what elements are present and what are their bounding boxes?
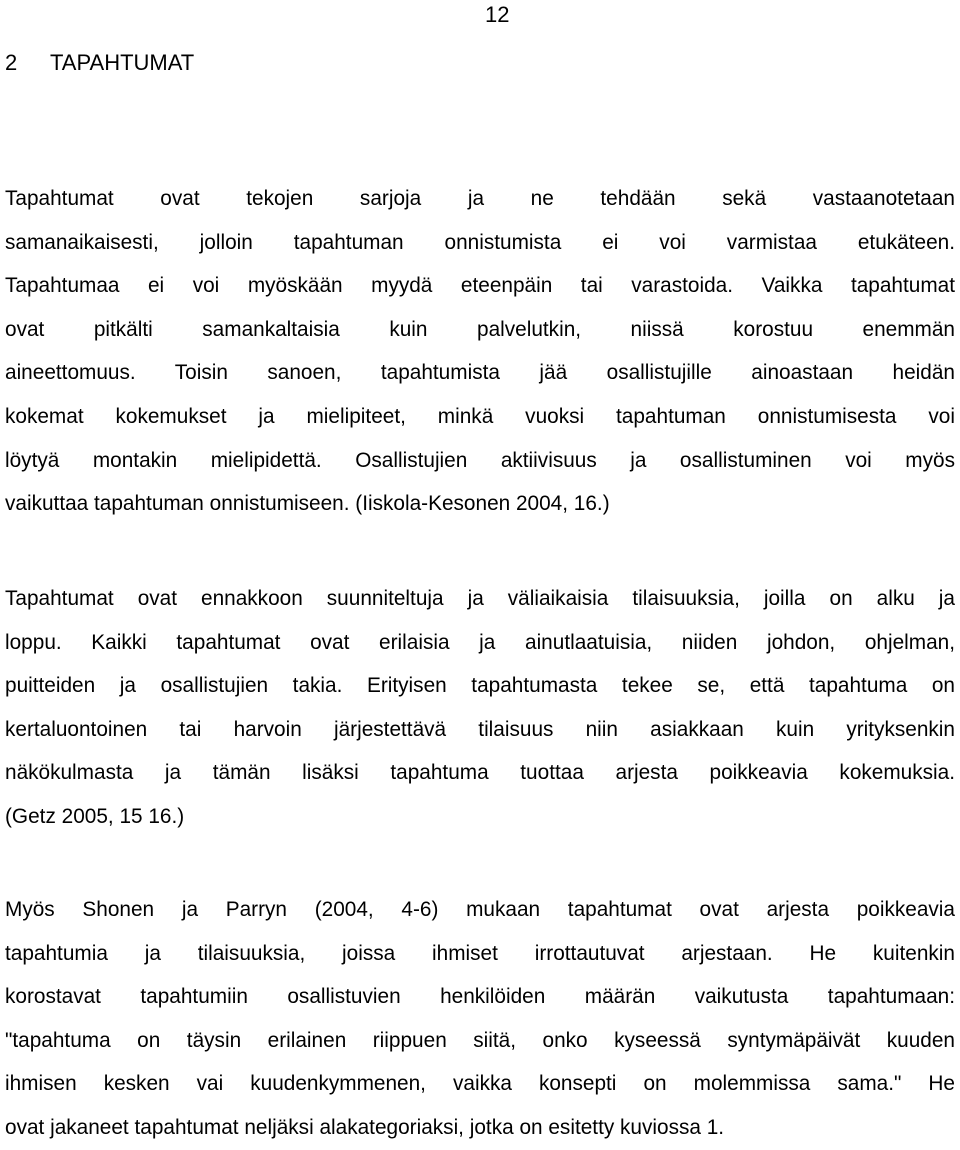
paragraph-line: kertaluontoinen tai harvoin järjestettävä tilaisuus niin asiakkaan kuin yrityksenkin [5, 717, 955, 741]
paragraph-line: kokemat kokemukset ja mielipiteet, minkä vuoksi tapahtuman onnistumisesta voi [5, 404, 955, 428]
paragraph-line: Tapahtumat ovat ennakkoon suunniteltuja ja väliaikaisia tilaisuuksia, joilla on alku ja [5, 587, 955, 610]
paragraph-2 [5, 577, 955, 839]
paragraph-line: loppu. Kaikki tapahtumat ovat erilaisia ja ainutlaatuisia, niiden johdon, ohjelman, [5, 630, 955, 654]
paragraph-line: löytyä montakin mielipidettä. Osallistujien aktiivisuus ja osallistuminen voi myös [5, 448, 955, 472]
page-number: 12 [485, 2, 510, 27]
paragraph-line: ihmisen kesken vai kuudenkymmenen, vaikka konsepti on molemmissa sama." He [5, 1072, 955, 1096]
paragraph-line: samanaikaisesti, jolloin tapahtuman onnistumista ei voi varmistaa etukäteen. [5, 230, 955, 254]
paragraph-3 [5, 888, 955, 1150]
paragraph-line: ovat jakaneet tapahtumat neljäksi alakategoriaksi, jotka on esitetty kuviossa 1. [5, 1115, 725, 1139]
paragraph-line: (Getz 2005, 15 16.) [5, 804, 185, 828]
paragraph-line: Tapahtumat ovat tekojen sarjoja ja ne tehdään sekä vastaanotetaan [5, 187, 955, 210]
paragraph-line: Myös Shonen ja Parryn (2004, 4-6) mukaan tapahtumat ovat arjesta poikkeavia [5, 898, 955, 921]
paragraph-line: Tapahtumaa ei voi myöskään myydä eteenpäin tai varastoida. Vaikka tapahtumat [5, 274, 955, 298]
paragraph-line: korostavat tapahtumiin osallistuvien henkilöiden määrän vaikutusta tapahtumaan: [5, 985, 955, 1009]
paragraph-line: puitteiden ja osallistujien takia. Erityisen tapahtumasta tekee se, että tapahtuma on [5, 674, 955, 698]
paragraph-line: aineettomuus. Toisin sanoen, tapahtumista jää osallistujille ainoastaan heidän [5, 361, 955, 385]
paragraph-line: ovat pitkälti samankaltaisia kuin palvelutkin, niissä korostuu enemmän [5, 317, 955, 341]
paragraph-1 [5, 177, 955, 526]
paragraph-line: näkökulmasta ja tämän lisäksi tapahtuma tuottaa arjesta poikkeavia kokemuksia. [5, 761, 955, 785]
paragraph-line: vaikuttaa tapahtuman onnistumiseen. (Iiskola-Kesonen 2004, 16.) [5, 492, 610, 516]
chapter-title: TAPAHTUMAT [50, 50, 195, 75]
chapter-number: 2 [5, 50, 18, 75]
chapter-heading [5, 50, 194, 76]
paragraph-line: "tapahtuma on täysin erilainen riippuen siitä, onko kyseessä syntymäpäivät kuuden [5, 1028, 955, 1052]
paragraph-line: tapahtumia ja tilaisuuksia, joissa ihmiset irrottautuvat arjestaan. He kuitenkin [5, 941, 955, 965]
